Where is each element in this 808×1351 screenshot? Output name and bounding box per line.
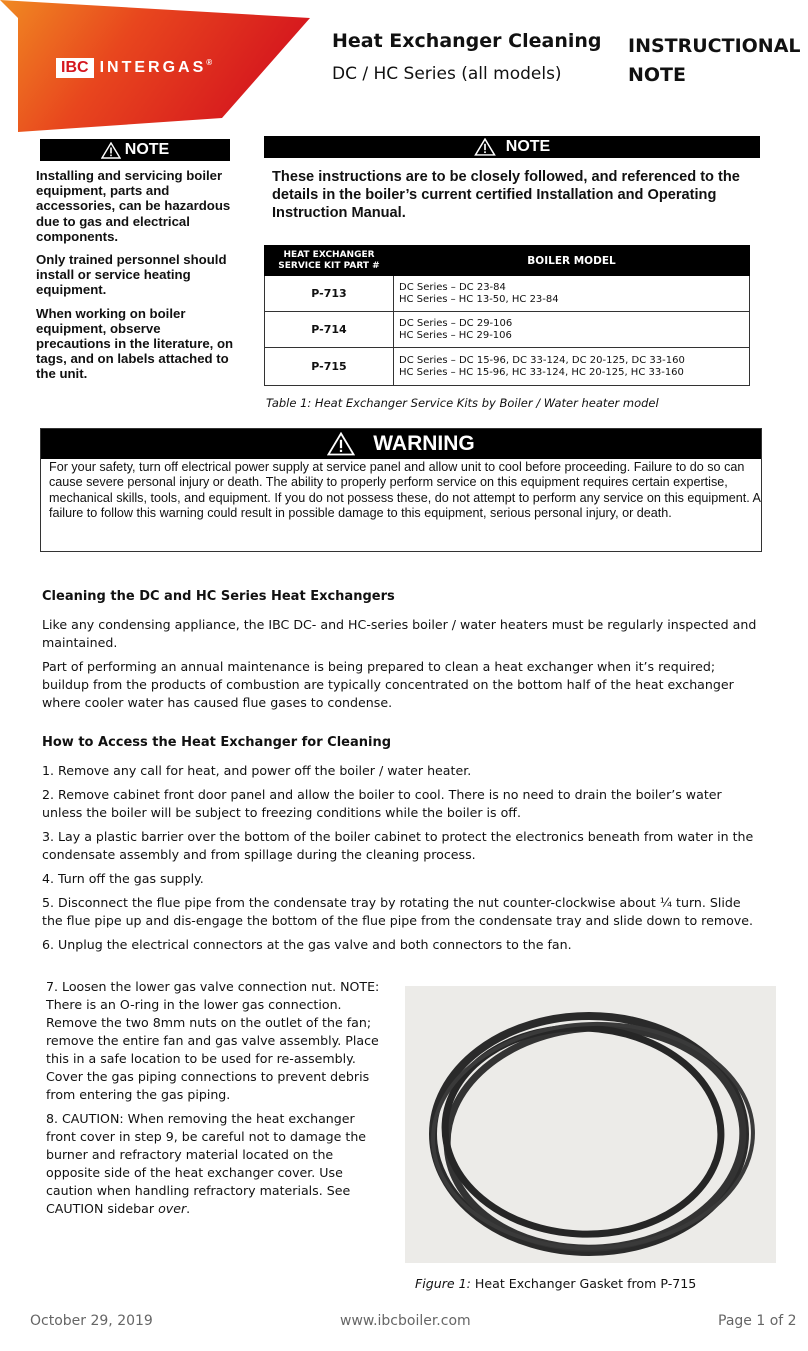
step-1: 1. Remove any call for heat, and power off the boiler / water heater. xyxy=(42,763,472,778)
warning-triangle-icon xyxy=(327,432,355,456)
step-6: 6. Unplug the electrical connectors at the gas valve and both connectors to the fan. xyxy=(42,937,572,952)
side-note-3: When working on boiler equipment, observe precautions in the literature, on tags, and on labels attached to the unit. xyxy=(36,305,234,382)
logo-ibc: IBC xyxy=(56,58,94,78)
step-2: 2. Remove cabinet front door panel and allow the boiler to cool. There is no need to drain the boiler’s water unless the boiler will be subject to freezing conditions while the boiler is off. xyxy=(42,787,722,820)
table-cell-part: P-715 xyxy=(265,348,394,386)
side-notes xyxy=(36,168,236,390)
doc-type xyxy=(628,32,801,90)
service-kit-table xyxy=(264,245,750,386)
figure-caption xyxy=(415,1276,696,1291)
model-line: DC Series – DC 15-96, DC 33-124, DC 20-125, DC 33-160 xyxy=(399,354,685,366)
warning-box xyxy=(40,428,762,552)
table-cell-part: P-714 xyxy=(265,312,394,348)
side-note-1: Installing and servicing boiler equipment, parts and accessories, can be hazardous due to gas and electrical components. xyxy=(36,168,231,244)
table-cell-models xyxy=(394,312,750,348)
side-note-2: Only trained personnel should install or service heating equipment. xyxy=(36,252,227,298)
model-line: DC Series – DC 29-106 xyxy=(399,317,513,329)
logo-reg-mark: ® xyxy=(206,58,213,67)
table-caption: Table 1: Heat Exchanger Service Kits by Boiler / Water heater model xyxy=(266,396,659,410)
step-8 xyxy=(46,1110,386,1218)
cleaning-paragraph-1: Like any condensing appliance, the IBC DC- and HC-series boiler / water heaters must be regularly inspected and maintained. xyxy=(42,617,757,650)
model-line: HC Series – HC 13-50, HC 23-84 xyxy=(399,293,559,305)
note-right-bar xyxy=(264,136,760,158)
step-7: 7. Loosen the lower gas valve connection nut. NOTE: There is an O-ring in the lower gas connection. Remove the two 8mm nuts on the outlet of the fan; remove the entire fan and gas valve assembly. Place this in a safe location to be used for re-assembly. Cover the gas piping connections to prevent debris from entering the gas piping. xyxy=(46,979,380,1102)
footer-url[interactable]: www.ibcboiler.com xyxy=(340,1313,471,1329)
table-header-part: HEAT EXCHANGER SERVICE KIT PART # xyxy=(265,246,394,276)
table-row xyxy=(265,276,750,312)
figure-caption-text: Heat Exchanger Gasket from P-715 xyxy=(470,1276,697,1291)
note-left-bar xyxy=(40,139,230,161)
logo-intergas: INTERGAS xyxy=(99,59,207,76)
warning-bar xyxy=(41,429,761,459)
table-row xyxy=(265,312,750,348)
model-line: DC Series – DC 23-84 xyxy=(399,281,506,293)
steps-column xyxy=(46,978,386,1224)
cleaning-paragraph-2: Part of performing an annual maintenance is being prepared to clean a heat exchanger when it’s required; buildup from the products of combustion are typically concentrated on the bottom half of the heat exchanger where cooler water has caused flue gases to condense. xyxy=(42,659,734,710)
step-4: 4. Turn off the gas supply. xyxy=(42,871,204,886)
step-8-text: 8. CAUTION: When removing the heat exchanger front cover in step 9, be careful not to damage the burner and refractory material located on the opposite side of the heat exchanger cover. Use caution when handling refractory materials. See CAUTION sidebar xyxy=(46,1111,367,1216)
brand-logo xyxy=(56,58,212,78)
access-heading: How to Access the Heat Exchanger for Cleaning xyxy=(42,735,392,750)
footer-date: October 29, 2019 xyxy=(30,1313,153,1329)
footer-page-number: Page 1 of 2 xyxy=(718,1313,797,1329)
table-header-model: BOILER MODEL xyxy=(394,246,750,276)
table-cell-models xyxy=(394,276,750,312)
doc-type-line2: NOTE xyxy=(628,64,686,86)
step-8-end: . xyxy=(186,1201,191,1216)
step-3: 3. Lay a plastic barrier over the bottom of the boiler cabinet to protect the electronics beneath from water in the condensate assembly and from spillage during the cleaning process. xyxy=(42,829,754,862)
table-header-row xyxy=(265,246,750,276)
model-line: HC Series – HC 15-96, HC 33-124, HC 20-125, HC 33-160 xyxy=(399,366,684,378)
figure-label: Figure 1: xyxy=(415,1276,471,1291)
table-cell-part: P-713 xyxy=(265,276,394,312)
gasket-photo xyxy=(405,986,776,1263)
warning-text: For your safety, turn off electrical power supply at service panel and allow unit to cool before proceeding. Failure to do so can cause severe personal injury or death. The ability to properly perform service on this equipment requires certain expertise, mechanical skills, tools, and equipment. If you do not possess these, do not attempt to perform any service on this equipment. A failure to follow this warning could result in possible damage to this equipment, serious personal injury, or death. xyxy=(49,460,761,521)
instructions-note-text: These instructions are to be closely followed, and referenced to the details in the boiler’s current certified Installation and Operating Instruction Manual. xyxy=(272,169,740,221)
note-left-label: NOTE xyxy=(124,141,170,158)
note-right-label: NOTE xyxy=(505,138,551,155)
step-5: 5. Disconnect the flue pipe from the condensate tray by rotating the nut counter-clockwise about ¼ turn. Slide the flue pipe up and dis-engage the bottom of the flue pipe from the condensate tray and slide down to remove. xyxy=(42,895,754,928)
step-8-italic: over xyxy=(158,1201,187,1216)
warning-triangle-icon xyxy=(474,138,496,156)
warning-label: WARNING xyxy=(373,432,475,455)
warning-triangle-icon xyxy=(101,142,121,159)
table-row xyxy=(265,348,750,386)
body-content xyxy=(42,588,762,960)
doc-title: Heat Exchanger Cleaning xyxy=(332,30,602,52)
doc-type-line1: INSTRUCTIONAL xyxy=(628,35,801,57)
cleaning-heading: Cleaning the DC and HC Series Heat Exchangers xyxy=(42,589,395,604)
table-cell-models xyxy=(394,348,750,386)
doc-subtitle: DC / HC Series (all models) xyxy=(332,64,562,84)
model-line: HC Series – HC 29-106 xyxy=(399,329,512,341)
